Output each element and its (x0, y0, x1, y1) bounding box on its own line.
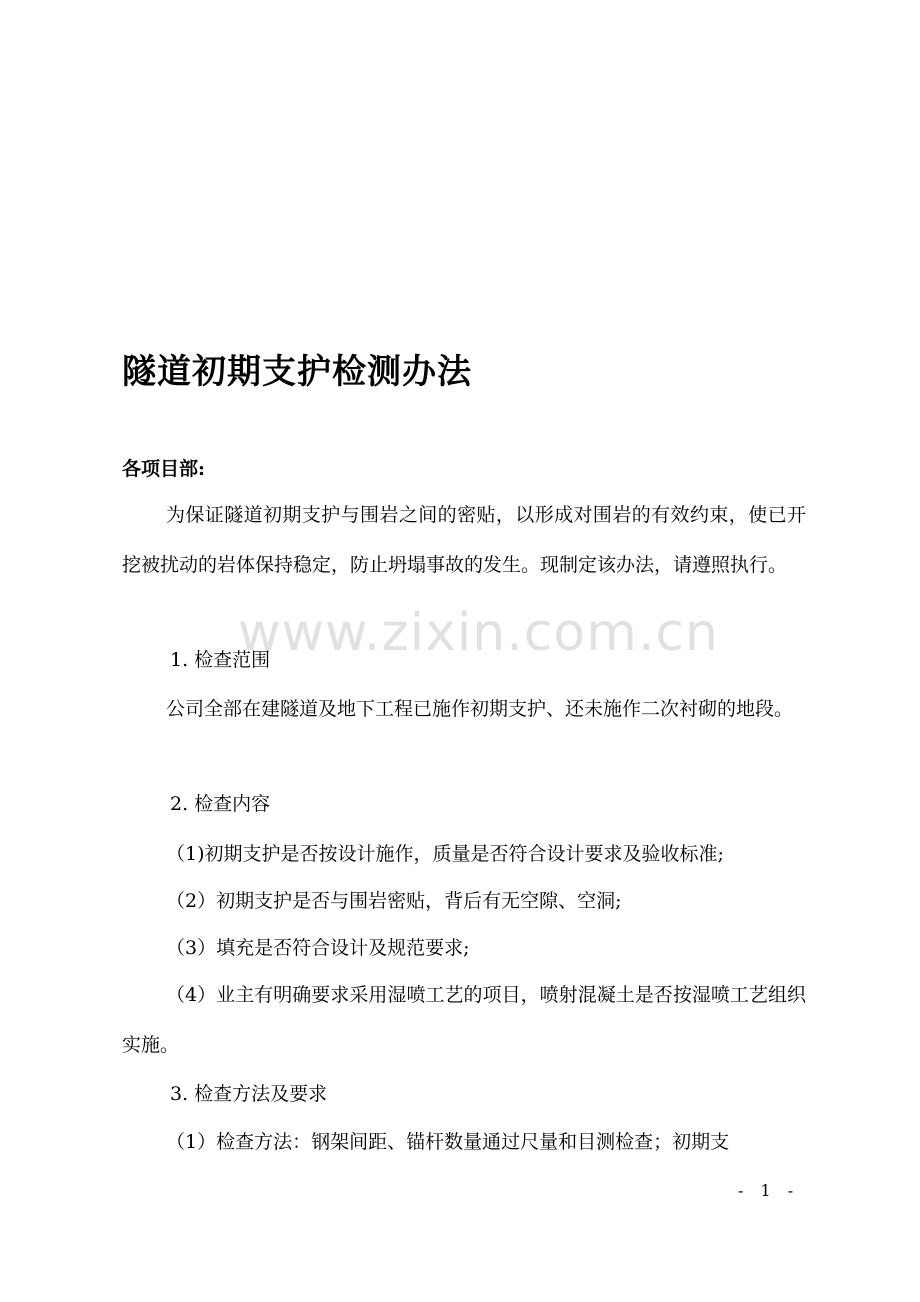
section-2-item-2: （2）初期支护是否与围岩密贴，背后有无空隙、空洞; (166, 890, 622, 912)
section-1-body: 公司全部在建隧道及地下工程已施作初期支护、还未施作二次衬砌的地段。 (166, 698, 794, 720)
section-3-item-1: （1）检查方法：钢架间距、锚杆数量通过尺量和目测检查；初期支 (166, 1131, 730, 1153)
section-2-item-3: （3）填充是否符合设计及规范要求; (166, 937, 470, 959)
section-1-heading: 1. 检查范围 (170, 649, 271, 671)
section-3-heading: 3. 检查方法及要求 (170, 1083, 328, 1105)
section-2-heading: 2. 检查内容 (170, 793, 271, 815)
document-title: 隧道初期支护检测办法 (122, 352, 472, 392)
watermark: www.zixin.com.cn (238, 603, 719, 663)
section-2-item-1: （1)初期支护是否按设计施作，质量是否符合设计要求及验收标准; (166, 843, 724, 865)
page-number: - 1 - (738, 1181, 800, 1200)
intro-paragraph: 为保证隧道初期支护与围岩之间的密贴，以形成对围岩的有效约束，使已开挖被扰动的岩体保持稳定，防止坍塌事故的发生。现制定该办法，请遵照执行。 (122, 504, 806, 576)
section-2-item-4: （4）业主有明确要求采用湿喷工艺的项目，喷射混凝土是否按湿喷工艺组织实施。 (122, 984, 806, 1056)
salutation: 各项目部: (122, 458, 206, 480)
